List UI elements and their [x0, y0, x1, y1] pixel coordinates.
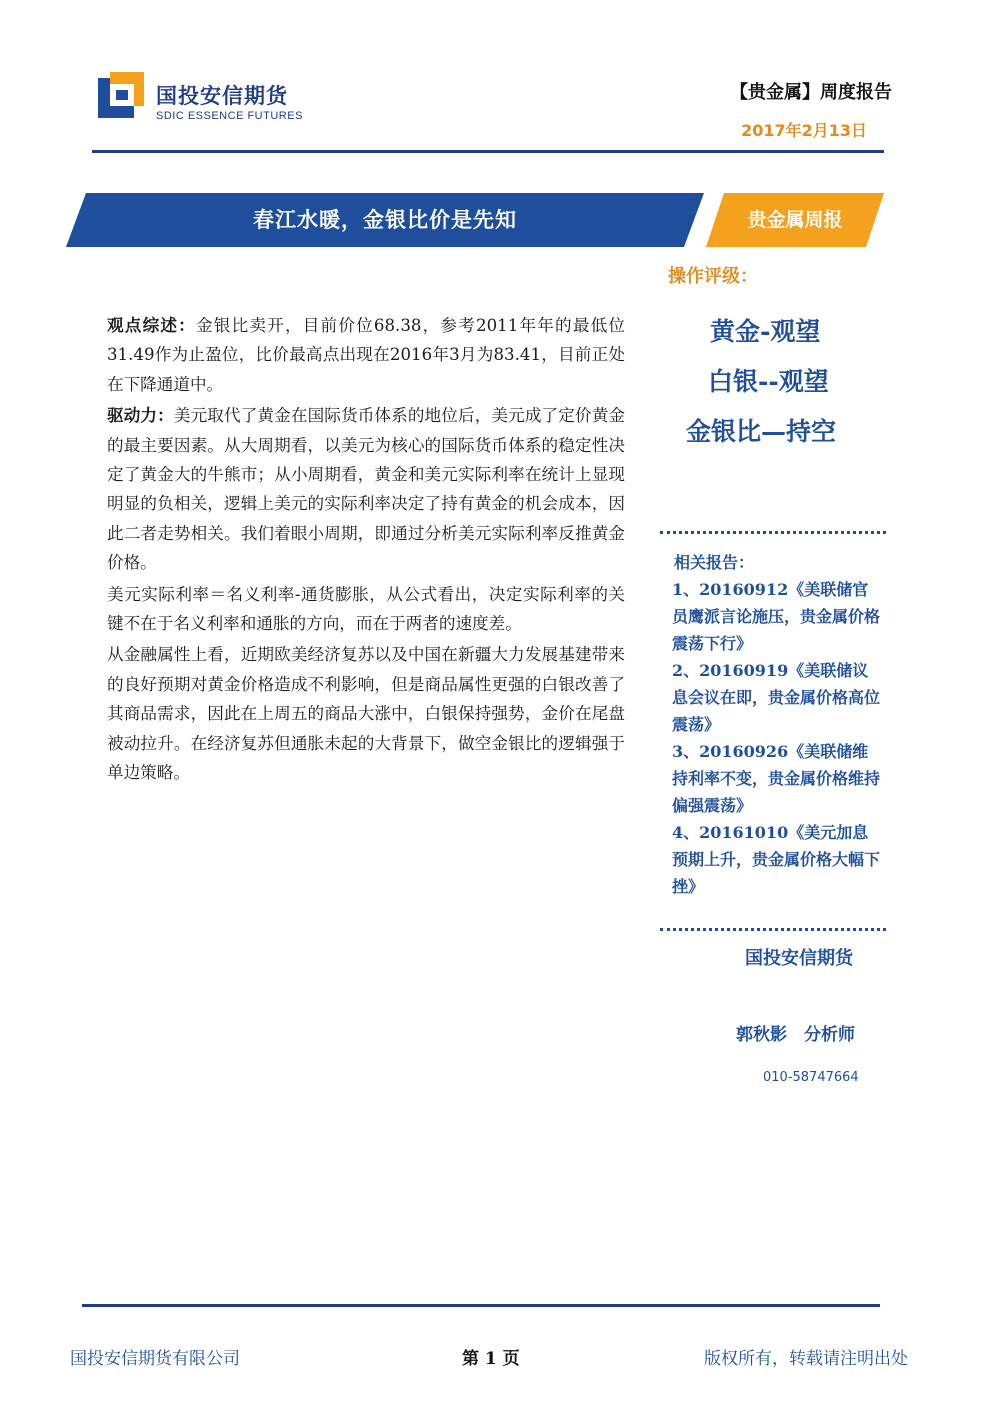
report-body [107, 311, 625, 790]
analyst-phone: 010-58747664 [763, 1070, 859, 1085]
rating-gold-silver-ratio: 金银比—持空 [686, 417, 837, 446]
related-report-item: 4、20161010《美元加息预期上升，贵金属价格大幅下挫》 [672, 823, 881, 896]
related-report-item: 3、20160926《美联储维持利率不变，贵金属价格维持偏强震荡》 [672, 742, 881, 815]
paragraph-drivers: 驱动力：美元取代了黄金在国际货币体系的地位后，美元成了定价黄金的最主要因素。从大周期看，以美元为核心的国际货币体系的稳定性决定了黄金大的牛熊市；从小周期看，黄金和美元实际利率在统计上显现明显的负相关，逻辑上美元的实际利率决定了持有黄金的机会成本，因此二者走势相关。我们着眼小周期，即通过分析美元实际利率反推黄金价格。 [107, 405, 626, 573]
related-reports-title: 相关报告： [674, 553, 755, 572]
related-report-item: 2、20160919《美联储议息会议在即，贵金属价格高位震荡》 [672, 661, 881, 734]
category-tag: 贵金属周报 [747, 209, 843, 231]
related-report-item: 1、20160912《美联储官员鹰派言论施压，贵金属价格震荡下行》 [672, 580, 881, 653]
analyst-name: 郭秋影 分析师 [736, 1025, 855, 1045]
logo-text-cn: 国投安信期货 [156, 84, 288, 108]
rating-silver: 白银--观望 [708, 367, 829, 396]
logo-text-en: SDIC ESSENCE FUTURES [156, 110, 303, 122]
sidebar-divider [660, 531, 886, 534]
footer-copyright: 版权所有，转载请注明出处 [704, 1349, 908, 1369]
paragraph-real-rate: 美元实际利率＝名义利率-通货膨胀，从公式看出，决定实际利率的关键不在于名义利率和通胀的方向，而在于两者的速度差。 [107, 584, 625, 634]
related-reports-list [672, 576, 882, 900]
report-title: 春江水暖，金银比价是先知 [253, 207, 517, 232]
report-type: 【贵金属】周度报告 [730, 82, 892, 103]
report-date: 2017年2月13日 [741, 121, 867, 140]
company-logo [98, 72, 308, 128]
paragraph-label: 观点综述： [107, 315, 196, 335]
rating-label: 操作评级： [668, 266, 758, 287]
paragraph-summary: 观点综述：金银比卖开，目前价位68.38，参考2011年年的最低位31.49作为止盈位，比价最高点出现在2016年3月为83.41，目前正处在下降通道中。 [107, 315, 626, 394]
sidebar-divider [660, 928, 886, 931]
footer-divider [82, 1304, 880, 1307]
paragraph-label: 驱动力： [107, 405, 174, 426]
header-divider [92, 150, 884, 153]
rating-gold: 黄金-观望 [710, 317, 821, 346]
footer-company: 国投安信期货有限公司 [70, 1349, 240, 1369]
paragraph-outlook: 从金融属性上看，近期欧美经济复苏以及中国在新疆大力发展基建带来的良好预期对黄金价格造成不利影响，但是商品属性更强的白银改善了其商品需求，因此在上周五的商品大涨中，白银保持强势，金价在尾盘被动拉升。在经济复苏但通胀未起的大背景下，做空金银比的逻辑强于单边策略。 [107, 645, 625, 783]
sidebar-company: 国投安信期货 [745, 948, 853, 969]
logo-mark-icon [98, 72, 144, 118]
page-number: 第 1 页 [462, 1349, 520, 1369]
